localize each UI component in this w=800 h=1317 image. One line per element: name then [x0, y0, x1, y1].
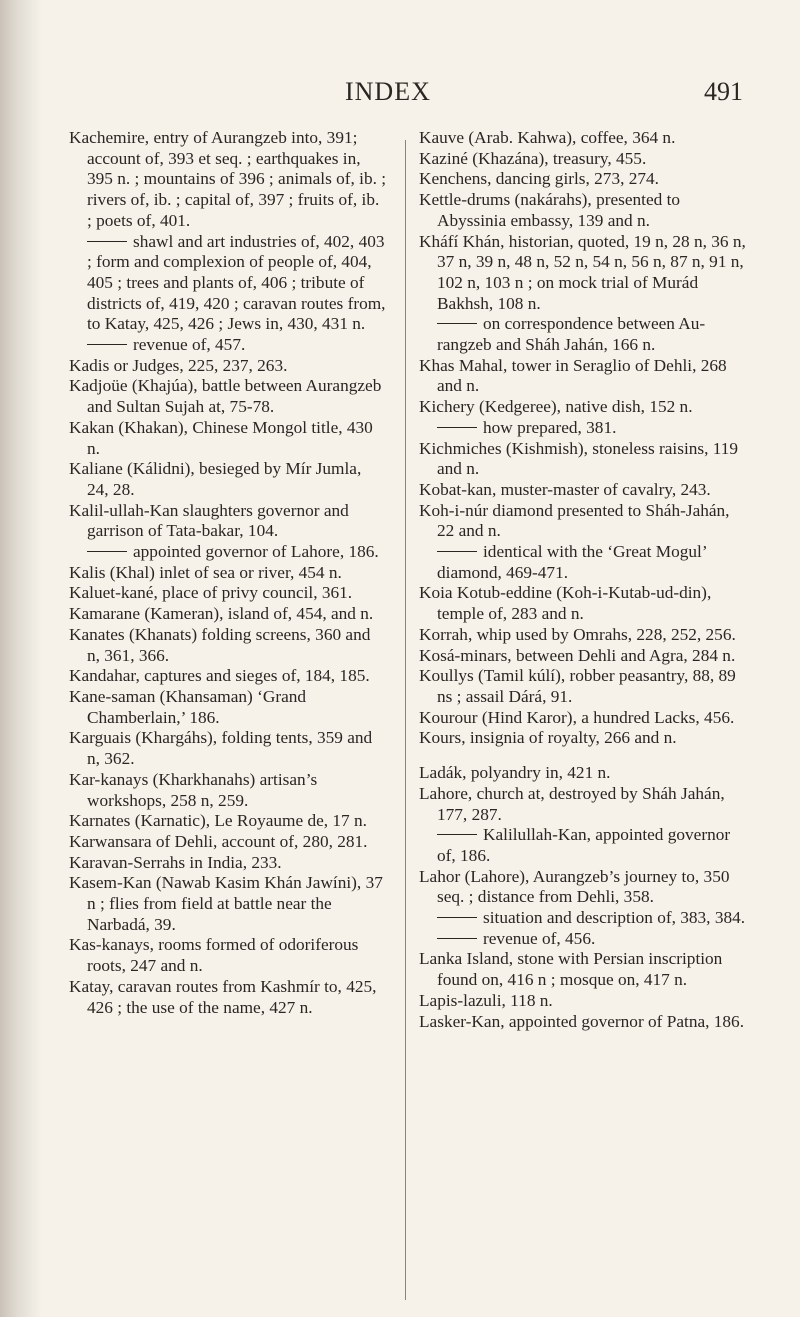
index-entry: Kadjoüe (Khajúa), battle between Aurangzeb and Sultan Sujah at, 75-78.	[69, 376, 382, 417]
index-entry: Lapis-lazuli, 118 n.	[419, 990, 553, 1010]
index-entry: Kenchens, dancing girls, 273, 274.	[419, 169, 659, 189]
page-number: 491	[704, 77, 743, 106]
index-subentry: situation and description of, 383, 384.	[419, 908, 749, 929]
index-entry: Koullys (Tamil kúlí), robber peasantry, 88, 89 ns ; assail Dárá, 91.	[419, 666, 736, 706]
index-entry: Karguais (Khargáhs), folding tents, 359 and n, 362.	[69, 728, 373, 769]
index-entry: Kas-kanays, rooms formed of odoriferous roots, 247 and n.	[69, 935, 359, 976]
index-entry: Karnates (Karnatic), Le Royaume de, 17 n.	[69, 811, 367, 831]
index-entry: Kichery (Kedgeree), native dish, 152 n.	[419, 397, 693, 417]
index-subentry: revenue of, 457.	[69, 335, 387, 356]
index-subentry: revenue of, 456.	[419, 929, 749, 950]
index-entry: Karwansara of Dehli, account of, 280, 281.	[69, 831, 368, 851]
page-title: INDEX	[345, 77, 431, 106]
left-index-column	[69, 128, 387, 1018]
index-entry: Kamarane (Kameran), island of, 454, and n.	[69, 604, 374, 624]
index-entry: Kettle-drums (nakárahs), presented to Abyssinia embassy, 139 and n.	[419, 190, 681, 230]
index-entry: Kaluet-kané, place of privy council, 361.	[69, 583, 353, 603]
index-entry: Lahor (Lahore), Aurangzeb’s journey to, 350 seq. ; distance from Dehli, 358.	[419, 866, 730, 907]
right-index-column	[419, 128, 749, 1032]
index-entry: Lanka Island, stone with Persian inscription found on, 416 n ; mosque on, 417 n.	[419, 949, 723, 990]
index-subentry: on correspondence between Aurangzeb and Sháh Jahán, 166 n.	[419, 314, 749, 355]
index-subentry: identical with the ‘Great Mogul’ diamond, 469-471.	[419, 542, 749, 583]
index-entry: Kar-kanays (Kharkhanahs) artisan’s workshops, 258 n, 259.	[69, 769, 318, 810]
index-entry: Kanates (Khanats) folding screens, 360 and n, 361, 366.	[69, 624, 371, 665]
index-entry: Kourour (Hind Karor), a hundred Lacks, 456.	[419, 707, 735, 727]
index-entry: Kalis (Khal) inlet of sea or river, 454 n.	[69, 562, 342, 582]
index-entry: Koia Kotub-eddine (Koh-i-Kutab-ud-din), temple of, 283 and n.	[419, 583, 712, 624]
index-entry: Kobat-kan, muster-master of cavalry, 243.	[419, 479, 711, 499]
index-entry: Kaziné (Khazána), treasury, 455.	[419, 148, 647, 168]
index-entry: Kakan (Khakan), Chinese Mongol title, 430 n.	[69, 417, 373, 458]
index-entry: Kandahar, captures and sieges of, 184, 185.	[69, 666, 370, 686]
index-entry: Karavan-Serrahs in India, 233.	[69, 852, 282, 872]
book-spine-shadow	[0, 0, 42, 1317]
index-entry: Kaliane (Kálidni), besieged by Mír Jumla, 24, 28.	[69, 459, 362, 499]
index-subentry: Kalilullah-Kan, appointed governor of, 186.	[419, 825, 749, 866]
index-entry: Kháfí Khán, historian, quoted, 19 n, 28 n, 36 n, 37 n, 39 n, 48 n, 52 n, 54 n, 56 n, 87 n, 91 n, 102 n, 103 n ; on mock trial of Murád Bakhsh, 108 n.	[419, 231, 746, 313]
index-entry: Korrah, whip used by Omrahs, 228, 252, 256.	[419, 624, 736, 644]
index-entry: Kane-saman (Khansaman) ‘Grand Chamberlain,’ 186.	[69, 686, 307, 727]
index-subentry: how prepared, 381.	[419, 418, 749, 439]
index-entry: Khas Mahal, tower in Seraglio of Dehli, 268 and n.	[419, 355, 727, 396]
index-entry: Kadis or Judges, 225, 237, 263.	[69, 355, 288, 375]
index-entry: Kours, insignia of royalty, 266 and n.	[419, 728, 677, 748]
index-entry: Katay, caravan routes from Kashmír to, 425, 426 ; the use of the name, 427 n.	[69, 976, 377, 1017]
column-divider	[405, 140, 406, 1300]
index-entry: Ladák, polyandry in, 421 n.	[419, 763, 611, 783]
index-entry: Lasker-Kan, appointed governor of Patna, 186.	[419, 1011, 745, 1031]
index-entry: Kichmiches (Kishmish), stoneless raisins, 119 and n.	[419, 438, 739, 479]
index-subentry: shawl and art industries of, 402, 403 ; form and complexion of people of, 404, 405 ; trees and plants of, 406 ; tribute of districts of, 419, 420 ; caravan routes from, to Katay, 425, 426 ; Jews in, 430, 431 n.	[69, 232, 387, 336]
page-header	[0, 77, 800, 117]
index-entry: Kauve (Arab. Kahwa), coffee, 364 n.	[419, 128, 676, 147]
index-entry: Kachemire, entry of Aurangzeb into, 391; account of, 393 et seq. ; earthquakes in, 395 n. ; mountains of 396 ; animals of, ib. ; rivers of, ib. ; capital of, 397 ; fruits of, ib. ; poets of, 401.	[69, 128, 387, 230]
index-entry: Koh-i-núr diamond presented to Sháh-Jahán, 22 and n.	[419, 500, 730, 541]
index-entry: Lahore, church at, destroyed by Sháh Jahán, 177, 287.	[419, 783, 725, 824]
index-subentry: appointed governor of Lahore, 186.	[69, 542, 387, 563]
index-entry: Kalil-ullah-Kan slaughters governor and garrison of Tata-bakar, 104.	[69, 500, 349, 541]
index-entry: Kosá-minars, between Dehli and Agra, 284 n.	[419, 645, 736, 665]
index-entry: Kasem-Kan (Nawab Kasim Khán Jawíni), 37 n ; flies from field at battle near the Narbadá, 39.	[69, 873, 383, 934]
